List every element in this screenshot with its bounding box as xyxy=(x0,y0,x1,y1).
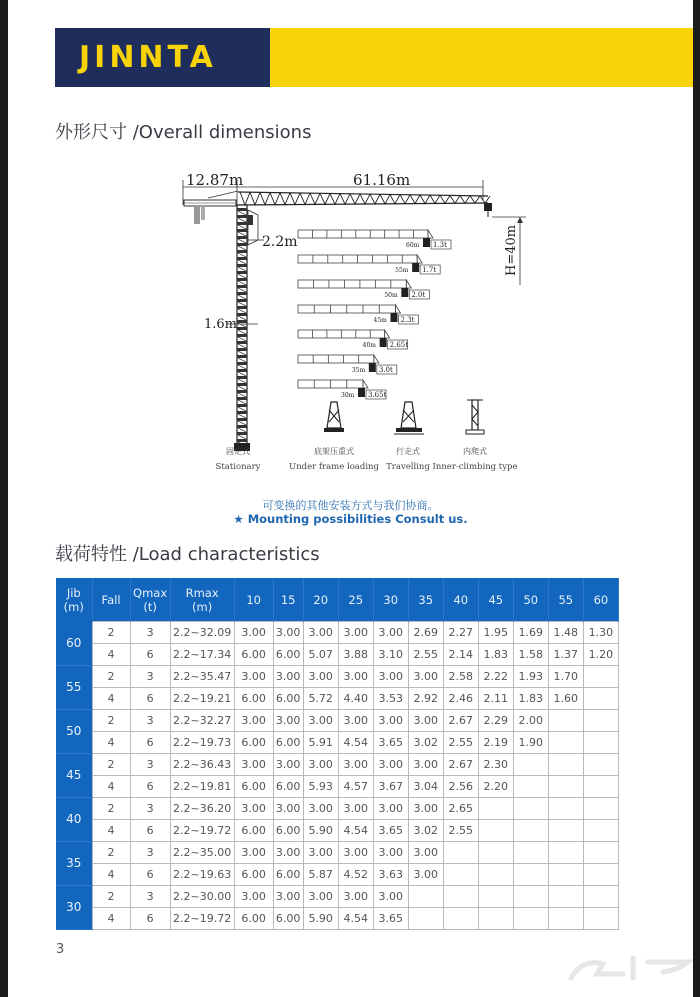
load-cell: 3.00 xyxy=(234,622,273,644)
load-cell: 2.65 xyxy=(443,798,478,820)
column-header: 30 xyxy=(373,578,408,622)
load-cell: 5.07 xyxy=(303,644,338,666)
load-cell xyxy=(443,842,478,864)
fall-cell: 2 xyxy=(92,754,130,776)
column-header: 55 xyxy=(548,578,583,622)
rmax-cell: 2.2~17.34 xyxy=(170,644,234,666)
section-title-load: 载荷特性 /Load characteristics xyxy=(55,544,320,565)
load-cell: 4.40 xyxy=(338,688,373,710)
load-cell: 4.57 xyxy=(338,776,373,798)
jib-config-length: 45m xyxy=(373,317,387,324)
load-cell: 1.93 xyxy=(513,666,548,688)
mount-label-cn: 底架压重式 xyxy=(314,447,354,456)
jib-config xyxy=(298,280,429,299)
load-cell: 3.00 xyxy=(373,710,408,732)
hook-icon xyxy=(358,388,365,397)
load-cell: 3.00 xyxy=(408,710,443,732)
load-cell: 3.67 xyxy=(373,776,408,798)
load-cell: 3.00 xyxy=(273,666,303,688)
mounting-icon-travelling xyxy=(394,402,424,434)
load-cell: 3.02 xyxy=(408,820,443,842)
hook-icon xyxy=(380,338,387,347)
column-header: 25 xyxy=(338,578,373,622)
load-cell: 2.55 xyxy=(443,820,478,842)
fall-cell: 2 xyxy=(92,886,130,908)
load-cell: 3.63 xyxy=(373,864,408,886)
load-cell: 3.88 xyxy=(338,644,373,666)
mount-label-en: Travelling xyxy=(386,462,430,472)
load-cell: 5.87 xyxy=(303,864,338,886)
brand-logo xyxy=(55,28,270,87)
fall-cell: 2 xyxy=(92,710,130,732)
rmax-cell: 2.2~19.81 xyxy=(170,776,234,798)
mast-width-label: 1.6m xyxy=(204,317,238,332)
load-cell: 6.00 xyxy=(273,644,303,666)
fall-cell: 4 xyxy=(92,688,130,710)
rmax-cell: 2.2~19.73 xyxy=(170,732,234,754)
mast-offset-label: 2.2m xyxy=(262,234,298,250)
jib-config xyxy=(298,255,440,274)
load-cell: 3.00 xyxy=(303,666,338,688)
load-cell: 6.00 xyxy=(234,688,273,710)
load-cell: 4.54 xyxy=(338,908,373,930)
load-cell: 3.00 xyxy=(408,754,443,776)
load-cell: 3.00 xyxy=(338,754,373,776)
load-cell: 3.65 xyxy=(373,732,408,754)
counter-jib xyxy=(184,191,238,224)
qmax-cell: 3 xyxy=(130,622,170,644)
table-row xyxy=(56,908,619,930)
load-cell: 1.90 xyxy=(513,732,548,754)
load-cell: 2.20 xyxy=(478,776,513,798)
rmax-cell: 2.2~19.63 xyxy=(170,864,234,886)
load-cell: 5.93 xyxy=(303,776,338,798)
jib-truss xyxy=(238,192,490,205)
qmax-cell: 6 xyxy=(130,908,170,930)
load-cell xyxy=(513,864,548,886)
jib-length-cell: 60 xyxy=(56,622,92,666)
hook-icon xyxy=(369,363,376,372)
load-cell: 6.00 xyxy=(234,864,273,886)
jib-config-length: 60m xyxy=(406,242,420,249)
load-cell xyxy=(548,820,583,842)
column-header: 10 xyxy=(234,578,273,622)
load-cell: 1.58 xyxy=(513,644,548,666)
qmax-cell: 3 xyxy=(130,798,170,820)
rmax-cell: 2.2~19.21 xyxy=(170,688,234,710)
load-cell xyxy=(443,908,478,930)
brand-name: JINNTA xyxy=(79,40,217,75)
load-cell xyxy=(513,820,548,842)
load-cell: 3.00 xyxy=(373,842,408,864)
table-row xyxy=(56,798,619,820)
qmax-cell: 3 xyxy=(130,842,170,864)
table-row xyxy=(56,688,619,710)
column-header: Qmax (t) xyxy=(130,578,170,622)
load-cell: 6.00 xyxy=(234,820,273,842)
load-cell: 3.00 xyxy=(408,666,443,688)
load-cell xyxy=(583,666,618,688)
jib-config xyxy=(298,330,408,349)
jib-length-cell: 30 xyxy=(56,886,92,930)
load-cell: 6.00 xyxy=(273,776,303,798)
load-cell: 6.00 xyxy=(273,688,303,710)
load-cell: 2.92 xyxy=(408,688,443,710)
load-cell: 2.00 xyxy=(513,710,548,732)
load-cell xyxy=(548,776,583,798)
load-cell: 4.54 xyxy=(338,820,373,842)
load-cell: 3.00 xyxy=(338,666,373,688)
load-cell xyxy=(548,842,583,864)
load-characteristics-table xyxy=(56,578,619,930)
page-number: 3 xyxy=(56,942,65,957)
rmax-cell: 2.2~36.43 xyxy=(170,754,234,776)
rmax-cell: 2.2~35.00 xyxy=(170,842,234,864)
load-cell: 2.27 xyxy=(443,622,478,644)
column-header: 20 xyxy=(303,578,338,622)
load-cell: 3.00 xyxy=(273,710,303,732)
mounting-note-en: ★ Mounting possibilities Consult us. xyxy=(233,512,468,526)
fall-cell: 4 xyxy=(92,820,130,842)
load-cell xyxy=(478,864,513,886)
jib-config-tip-load: 2.3t xyxy=(400,316,415,324)
load-cell: 3.00 xyxy=(273,622,303,644)
load-cell: 3.00 xyxy=(273,886,303,908)
load-cell: 3.53 xyxy=(373,688,408,710)
mount-label-cn: 行走式 xyxy=(396,447,420,456)
load-cell: 6.00 xyxy=(273,820,303,842)
load-cell: 3.00 xyxy=(234,666,273,688)
jib-length-cell: 35 xyxy=(56,842,92,886)
load-cell xyxy=(408,908,443,930)
load-cell: 1.95 xyxy=(478,622,513,644)
load-cell xyxy=(548,864,583,886)
load-cell: 3.00 xyxy=(303,622,338,644)
jib-length-cell: 40 xyxy=(56,798,92,842)
qmax-cell: 3 xyxy=(130,710,170,732)
load-cell: 5.90 xyxy=(303,908,338,930)
tower-mast xyxy=(234,205,258,451)
rmax-cell: 2.2~35.47 xyxy=(170,666,234,688)
qmax-cell: 6 xyxy=(130,820,170,842)
fall-cell: 4 xyxy=(92,908,130,930)
load-cell xyxy=(548,886,583,908)
load-cell: 3.00 xyxy=(408,864,443,886)
load-cell xyxy=(513,776,548,798)
load-cell: 3.00 xyxy=(408,842,443,864)
table-row xyxy=(56,644,619,666)
load-cell: 6.00 xyxy=(273,864,303,886)
load-cell: 3.00 xyxy=(234,710,273,732)
load-cell: 6.00 xyxy=(234,732,273,754)
rmax-cell: 2.2~36.20 xyxy=(170,798,234,820)
load-cell: 3.00 xyxy=(373,798,408,820)
mount-label-en: Inner-climbing type xyxy=(432,462,518,472)
load-cell: 4.54 xyxy=(338,732,373,754)
load-cell: 3.00 xyxy=(373,666,408,688)
load-cell xyxy=(548,908,583,930)
column-header: 50 xyxy=(513,578,548,622)
load-cell xyxy=(583,798,618,820)
load-cell xyxy=(513,886,548,908)
load-cell xyxy=(583,864,618,886)
qmax-cell: 6 xyxy=(130,732,170,754)
load-cell: 3.00 xyxy=(303,754,338,776)
hook-icon xyxy=(423,238,430,247)
load-cell: 2.67 xyxy=(443,754,478,776)
table-row xyxy=(56,732,619,754)
load-cell: 5.90 xyxy=(303,820,338,842)
load-cell: 2.55 xyxy=(408,644,443,666)
load-cell: 3.00 xyxy=(303,798,338,820)
table-row xyxy=(56,666,619,688)
hook-icon xyxy=(391,313,398,322)
crane-dimensions-diagram xyxy=(8,160,693,480)
load-cell: 3.00 xyxy=(338,886,373,908)
load-cell: 3.00 xyxy=(273,798,303,820)
column-header: 60 xyxy=(583,578,618,622)
mount-label-cn: 固定式 xyxy=(226,447,250,456)
load-cell xyxy=(478,886,513,908)
load-cell xyxy=(478,908,513,930)
qmax-cell: 3 xyxy=(130,754,170,776)
jib-config xyxy=(298,305,419,324)
load-cell xyxy=(583,776,618,798)
table-row xyxy=(56,820,619,842)
height-label: H=40m xyxy=(504,224,519,276)
jib-length-cell: 50 xyxy=(56,710,92,754)
jib-length-cell: 45 xyxy=(56,754,92,798)
table-row xyxy=(56,886,619,908)
load-cell xyxy=(478,820,513,842)
load-cell xyxy=(583,754,618,776)
qmax-cell: 6 xyxy=(130,776,170,798)
load-cell: 2.30 xyxy=(478,754,513,776)
load-cell: 4.52 xyxy=(338,864,373,886)
load-cell: 6.00 xyxy=(234,776,273,798)
table-row xyxy=(56,864,619,886)
load-cell xyxy=(478,798,513,820)
load-cell xyxy=(513,754,548,776)
table-row xyxy=(56,710,619,732)
load-cell: 3.00 xyxy=(373,622,408,644)
load-cell: 1.20 xyxy=(583,644,618,666)
mounting-icon-under-frame xyxy=(324,402,344,432)
jib-config-length: 50m xyxy=(384,292,398,299)
jib-config-length: 55m xyxy=(395,267,409,274)
jib-config xyxy=(298,230,451,249)
load-cell: 1.83 xyxy=(478,644,513,666)
load-cell xyxy=(513,908,548,930)
rmax-cell: 2.2~32.09 xyxy=(170,622,234,644)
load-cell: 1.30 xyxy=(583,622,618,644)
load-cell: 3.04 xyxy=(408,776,443,798)
load-cell: 3.00 xyxy=(303,710,338,732)
load-cell: 6.00 xyxy=(273,908,303,930)
load-cell: 1.48 xyxy=(548,622,583,644)
load-cell: 1.37 xyxy=(548,644,583,666)
load-cell: 2.19 xyxy=(478,732,513,754)
qmax-cell: 6 xyxy=(130,864,170,886)
rmax-cell: 2.2~19.72 xyxy=(170,820,234,842)
fall-cell: 4 xyxy=(92,732,130,754)
load-cell xyxy=(583,842,618,864)
jib-config-tip-load: 3.65t xyxy=(368,391,387,399)
column-header: 40 xyxy=(443,578,478,622)
qmax-cell: 6 xyxy=(130,688,170,710)
table-row xyxy=(56,776,619,798)
load-cell: 2.58 xyxy=(443,666,478,688)
load-cell: 3.00 xyxy=(303,842,338,864)
load-cell: 3.02 xyxy=(408,732,443,754)
load-cell xyxy=(548,754,583,776)
load-cell: 3.00 xyxy=(338,842,373,864)
column-header: Jib (m) xyxy=(56,578,92,622)
load-cell: 2.14 xyxy=(443,644,478,666)
load-cell: 2.67 xyxy=(443,710,478,732)
load-cell: 1.70 xyxy=(548,666,583,688)
load-cell: 5.91 xyxy=(303,732,338,754)
column-header: Rmax (m) xyxy=(170,578,234,622)
load-cell: 3.00 xyxy=(273,754,303,776)
load-cell xyxy=(548,798,583,820)
column-header: 15 xyxy=(273,578,303,622)
load-cell: 3.00 xyxy=(373,886,408,908)
load-cell: 1.83 xyxy=(513,688,548,710)
load-cell xyxy=(548,710,583,732)
column-header: 45 xyxy=(478,578,513,622)
mounting-icon-inner-climbing xyxy=(466,400,484,434)
load-cell: 3.00 xyxy=(338,798,373,820)
load-cell: 3.00 xyxy=(373,754,408,776)
jib-config xyxy=(298,355,397,374)
load-cell: 3.00 xyxy=(234,798,273,820)
qmax-cell: 3 xyxy=(130,886,170,908)
fall-cell: 4 xyxy=(92,776,130,798)
rmax-cell: 2.2~32.27 xyxy=(170,710,234,732)
load-cell: 6.00 xyxy=(273,732,303,754)
column-header: Fall xyxy=(92,578,130,622)
load-cell: 3.00 xyxy=(338,710,373,732)
rmax-cell: 2.2~30.00 xyxy=(170,886,234,908)
section-title-dimensions: 外形尺寸 /Overall dimensions xyxy=(55,122,312,143)
load-cell xyxy=(583,688,618,710)
load-cell xyxy=(408,886,443,908)
fall-cell: 4 xyxy=(92,644,130,666)
column-header: 35 xyxy=(408,578,443,622)
load-cell: 2.11 xyxy=(478,688,513,710)
fall-cell: 2 xyxy=(92,666,130,688)
load-cell: 2.69 xyxy=(408,622,443,644)
jib-config xyxy=(298,380,387,399)
load-cell: 6.00 xyxy=(234,908,273,930)
catalog-page xyxy=(8,0,693,997)
qmax-cell: 3 xyxy=(130,666,170,688)
load-cell: 6.00 xyxy=(234,644,273,666)
hook-icon xyxy=(401,288,408,297)
load-cell: 3.00 xyxy=(234,842,273,864)
load-cell xyxy=(583,886,618,908)
jib-config-tip-load: 2.65t xyxy=(389,341,409,349)
jib-config-length: 40m xyxy=(362,342,376,349)
load-cell xyxy=(583,710,618,732)
load-cell: 3.65 xyxy=(373,820,408,842)
jib-length-cell: 55 xyxy=(56,666,92,710)
mount-label-cn: 内爬式 xyxy=(463,447,487,456)
fall-cell: 2 xyxy=(92,842,130,864)
table-row xyxy=(56,842,619,864)
load-cell xyxy=(443,864,478,886)
jib-config-tip-load: 3.0t xyxy=(378,366,393,374)
load-cell: 1.69 xyxy=(513,622,548,644)
load-cell: 2.46 xyxy=(443,688,478,710)
load-cell: 2.29 xyxy=(478,710,513,732)
load-cell: 2.56 xyxy=(443,776,478,798)
load-cell: 3.00 xyxy=(338,622,373,644)
jib-config-tip-load: 1.3t xyxy=(433,241,447,249)
load-cell: 3.00 xyxy=(273,842,303,864)
qmax-cell: 6 xyxy=(130,644,170,666)
load-cell xyxy=(443,886,478,908)
jib-length-label: 61.16m xyxy=(353,171,411,189)
load-cell: 2.55 xyxy=(443,732,478,754)
jib-config-length: 35m xyxy=(351,367,366,374)
crane-drawing xyxy=(8,160,693,480)
jib-trolley xyxy=(484,203,492,217)
load-cell: 2.22 xyxy=(478,666,513,688)
load-cell: 3.00 xyxy=(303,886,338,908)
load-cell xyxy=(478,842,513,864)
load-cell: 3.10 xyxy=(373,644,408,666)
load-cell xyxy=(583,820,618,842)
table-header-row xyxy=(56,578,619,622)
load-cell xyxy=(583,908,618,930)
load-cell xyxy=(548,732,583,754)
fall-cell: 4 xyxy=(92,864,130,886)
load-cell xyxy=(513,798,548,820)
mounting-note-cn: 可变换的其他安装方式与我们协商。 xyxy=(262,499,439,512)
jib-config-tip-load: 1.7t xyxy=(422,266,437,274)
table-row xyxy=(56,754,619,776)
load-cell xyxy=(583,732,618,754)
load-cell: 5.72 xyxy=(303,688,338,710)
mount-label-en: Stationary xyxy=(215,462,261,472)
jib-config-tip-load: 2.0t xyxy=(411,291,426,299)
load-cell: 3.00 xyxy=(234,886,273,908)
mount-label-en: Under frame loading xyxy=(289,462,379,472)
counter-jib-length-label: 12.87m xyxy=(186,171,244,189)
load-cell: 3.00 xyxy=(408,798,443,820)
load-cell: 3.65 xyxy=(373,908,408,930)
load-cell: 1.60 xyxy=(548,688,583,710)
load-cell xyxy=(513,842,548,864)
load-cell: 3.00 xyxy=(234,754,273,776)
rmax-cell: 2.2~19.72 xyxy=(170,908,234,930)
watermark-logo xyxy=(563,950,693,985)
fall-cell: 2 xyxy=(92,622,130,644)
hook-icon xyxy=(412,263,419,272)
table-row xyxy=(56,622,619,644)
jib-config-length: 30m xyxy=(341,392,355,399)
fall-cell: 2 xyxy=(92,798,130,820)
